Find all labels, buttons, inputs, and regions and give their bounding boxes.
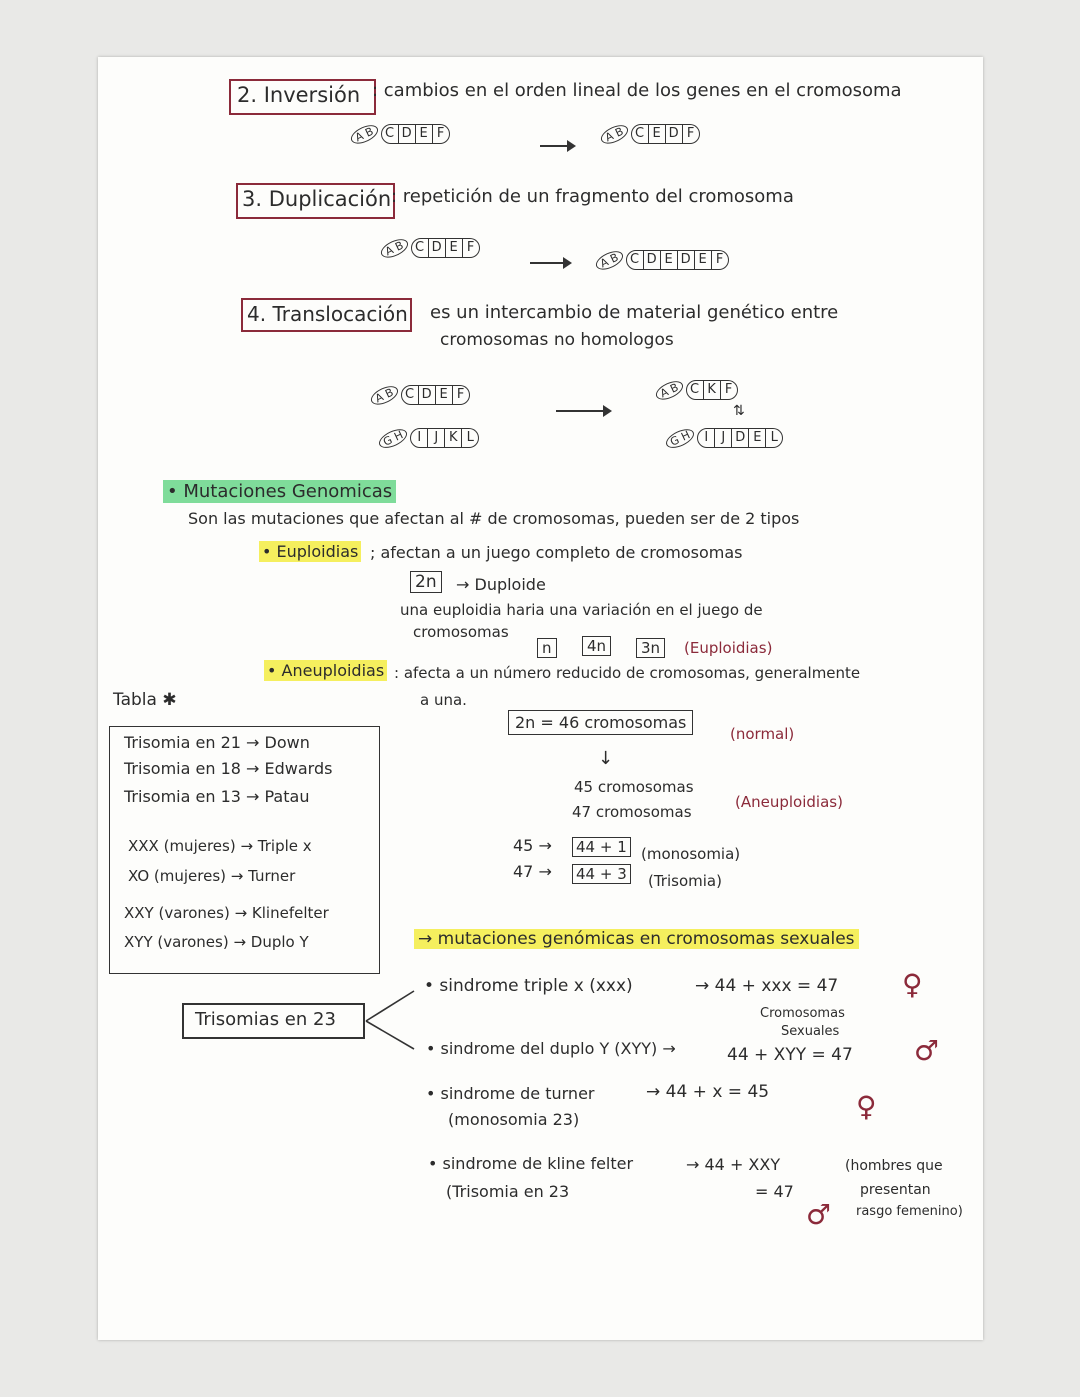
bracket-line-up xyxy=(366,991,414,1021)
gene: E xyxy=(416,124,433,144)
centromere-ab: A B xyxy=(378,235,410,261)
tri-box: 44 + 3 xyxy=(572,864,631,884)
gene: C xyxy=(381,124,399,144)
gene: I xyxy=(410,428,428,448)
s1-note-1: Cromosomas xyxy=(760,1006,845,1021)
arrow-icon xyxy=(556,410,610,412)
aneuploidias-desc-1: : afecta a un número reducido de cromosomas, generalmente xyxy=(394,664,861,682)
gene: E xyxy=(446,238,463,258)
arrow-icon xyxy=(540,145,574,147)
gene: L xyxy=(766,428,783,448)
swap-arrows-icon: ⇅ xyxy=(733,403,745,419)
tabla-row: XXX (mujeres) → Triple x xyxy=(128,837,312,855)
normal-box: 2n = 46 cromosomas xyxy=(508,710,693,735)
gene: E xyxy=(649,124,666,144)
trisomias-label: Trisomias en 23 xyxy=(195,1009,336,1030)
s1: • sindrome triple x (xxx) xyxy=(424,976,633,996)
s4-note-1: (hombres que xyxy=(845,1158,943,1174)
tabla-row: XO (mujeres) → Turner xyxy=(128,867,296,885)
duplicacion-before-chromosome xyxy=(380,238,480,258)
monosomia: (monosomia) xyxy=(641,845,741,863)
gene: D xyxy=(644,250,661,270)
s4-note-2: presentan xyxy=(860,1182,931,1198)
gene: J xyxy=(715,428,732,448)
gene: I xyxy=(697,428,715,448)
genomicas-desc: Son las mutaciones que afectan al # de cromosomas, pueden ser de 2 tipos xyxy=(188,509,800,528)
twon-box: 2n xyxy=(410,571,442,593)
translocacion-top-after xyxy=(655,380,738,400)
tabla-row: XXY (varones) → Klinefelter xyxy=(124,904,329,922)
aneuploidias-label: • Aneuploidias xyxy=(264,660,387,681)
duplicacion-after-chromosome xyxy=(595,250,729,270)
gene: E xyxy=(749,428,766,448)
aneuploidias-desc-2: a una. xyxy=(420,691,467,709)
centromere-ab: A B xyxy=(598,121,630,147)
s1-result: → 44 + xxx = 47 xyxy=(695,976,839,996)
euploidias-desc: ; afectan a un juego completo de cromosomas xyxy=(370,543,743,562)
translocacion-bottom-before xyxy=(378,428,479,448)
genomicas-title: • Mutaciones Genomicas xyxy=(163,480,396,503)
gene: E xyxy=(661,250,678,270)
s4-note-3: rasgo femenino) xyxy=(856,1204,963,1219)
c47: 47 cromosomas xyxy=(572,803,692,821)
tabla-row: Trisomia en 13 → Patau xyxy=(124,787,310,806)
sexuales-title: → mutaciones genómicas en cromosomas sexuales xyxy=(414,929,859,949)
s3: • sindrome de turner xyxy=(426,1084,595,1103)
centromere-gh: G H xyxy=(376,425,410,451)
tri-arrow: 47 → xyxy=(513,862,552,881)
gene: K xyxy=(704,380,721,400)
s2: • sindrome del duplo Y (XYY) → xyxy=(426,1039,676,1058)
centromere-ab: A B xyxy=(593,247,625,273)
translocacion-desc-1: es un intercambio de material genético entre xyxy=(430,302,839,323)
gene: C xyxy=(631,124,649,144)
diploide: → Duploide xyxy=(456,575,546,594)
notebook-page xyxy=(98,57,983,1340)
gene: E xyxy=(695,250,712,270)
fourn-box: 4n xyxy=(582,636,611,656)
gene: J xyxy=(428,428,445,448)
mono-box: 44 + 1 xyxy=(572,837,631,857)
gene: C xyxy=(686,380,704,400)
gene: D xyxy=(666,124,683,144)
c45: 45 cromosomas xyxy=(574,778,694,796)
inversion-desc: : cambios en el orden lineal de los genes en el cromosoma xyxy=(372,80,902,101)
male-icon: ♂ xyxy=(914,1034,940,1067)
mono-arrow: 45 → xyxy=(513,836,552,855)
tabla-label: Tabla ✱ xyxy=(113,690,177,710)
inversion-before-chromosome xyxy=(350,124,450,144)
gene: F xyxy=(712,250,729,270)
translocacion-bottom-after xyxy=(665,428,783,448)
n-box: n xyxy=(537,638,557,658)
aneuploidias-paren: (Aneuploidias) xyxy=(735,793,843,811)
gene: K xyxy=(445,428,462,448)
tabla-row: Trisomia en 21 → Down xyxy=(124,733,310,752)
gene: C xyxy=(411,238,429,258)
s3-result: → 44 + x = 45 xyxy=(646,1082,770,1102)
gene: D xyxy=(419,385,436,405)
s2-result: 44 + XYY = 47 xyxy=(727,1045,853,1065)
s4: • sindrome de kline felter xyxy=(428,1154,634,1173)
translocacion-desc-2: cromosomas no homologos xyxy=(440,330,674,350)
gene: L xyxy=(462,428,479,448)
gene: D xyxy=(678,250,695,270)
s4-result: → 44 + XXY xyxy=(686,1155,781,1174)
gene: F xyxy=(683,124,700,144)
s4-sub: (Trisomia en 23 xyxy=(446,1182,570,1201)
inversion-label: 2. Inversión xyxy=(237,83,361,107)
gene: F xyxy=(463,238,480,258)
duplicacion-label: 3. Duplicación xyxy=(242,187,392,211)
gene: D xyxy=(732,428,749,448)
centromere-ab: A B xyxy=(368,382,400,408)
gene: E xyxy=(436,385,453,405)
gene: D xyxy=(399,124,416,144)
threen-box: 3n xyxy=(636,638,665,658)
gene: F xyxy=(433,124,450,144)
translocacion-top-before xyxy=(370,385,470,405)
centromere-gh: G H xyxy=(663,425,697,451)
female-icon: ♀ xyxy=(902,968,923,1001)
euploidias-paren: (Euploidias) xyxy=(684,639,773,657)
male-icon: ♂ xyxy=(806,1198,832,1231)
centromere-ab: A B xyxy=(653,377,685,403)
tabla-row: XYY (varones) → Duplo Y xyxy=(124,933,309,951)
tabla-row: Trisomia en 18 → Edwards xyxy=(124,759,333,778)
gene: C xyxy=(626,250,644,270)
s1-note-2: Sexuales xyxy=(781,1024,840,1039)
translocacion-label: 4. Translocación xyxy=(247,302,408,326)
bracket-lines xyxy=(362,985,422,1065)
down-arrow-icon: ↓ xyxy=(598,748,614,769)
gene: D xyxy=(429,238,446,258)
trisomia: (Trisomia) xyxy=(648,872,722,890)
female-icon: ♀ xyxy=(856,1090,877,1123)
gene: C xyxy=(401,385,419,405)
gene: F xyxy=(721,380,738,400)
variacion-1: una euploidia haria una variación en el juego de xyxy=(400,601,763,619)
s3-sub: (monosomia 23) xyxy=(448,1110,580,1129)
bracket-line-down xyxy=(366,1021,414,1049)
s4-result-2: = 47 xyxy=(755,1182,794,1201)
gene: F xyxy=(453,385,470,405)
normal-label: (normal) xyxy=(730,725,795,743)
inversion-after-chromosome xyxy=(600,124,700,144)
duplicacion-desc: : repetición de un fragmento del cromosoma xyxy=(391,186,794,207)
variacion-2: cromosomas xyxy=(413,623,509,641)
euploidias-label: • Euploidias xyxy=(259,541,361,562)
centromere-ab: A B xyxy=(348,121,380,147)
arrow-icon xyxy=(530,262,570,264)
